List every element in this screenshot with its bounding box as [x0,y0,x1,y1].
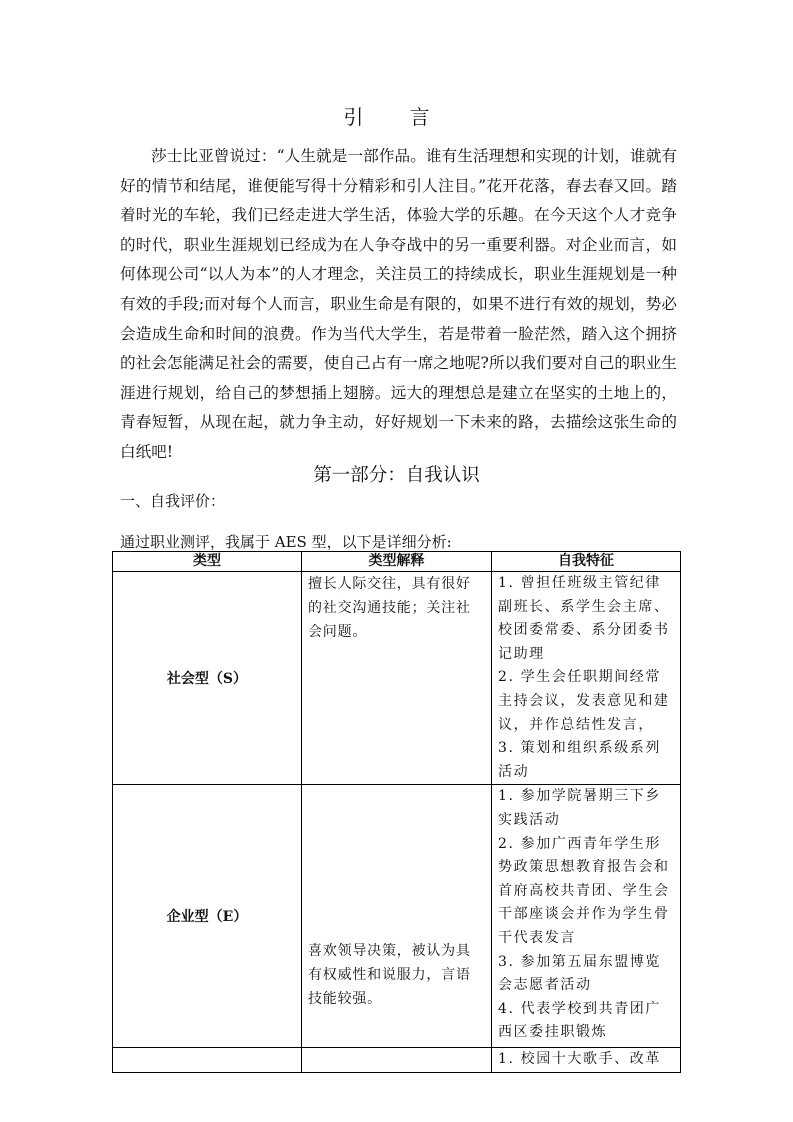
explanation-cell: 擅长人际交往，具有很好的社交沟通技能；关注社会问题。 [301,572,491,785]
lead-text: 通过职业测评，我属于 AES 型，以下是详细分析: [120,533,452,551]
page-title: 引 言 [343,105,450,129]
table-header-row [113,552,681,572]
feature-item: 2. 参加广西青年学生形势政策思想教育报告会和首府高校共青团、学生会干部座谈会并作为学生骨干代表发言 [497,835,670,946]
type-cell: 社会型（S） [113,572,302,785]
features-cell [491,1048,680,1073]
intro-paragraph: 莎士比亚曾说过：“人生就是一部作品。谁有生活理想和实现的计划，谁就有好的情节和结尾，谁便能写得十分精彩和引人注目。”花开花落，春去春又回。踏着时光的车轮，我们已经走进大学生活，体验大学的乐趣。在今天这个人才竞争的时代，职业生涯规划已经成为在人争夺战中的另一重要利器。对企业而言，如何体现公司“以人为本”的人才理念，关注员工的持续成长，职业生涯规划是一种有效的手段;而对每个人而言，职业生命是有限的，如果不进行有效的规划，势必会造成生命和时间的浪费。作为当代大学生，若是带着一脸茫然，踏入这个拥挤的社会怎能满足社会的需要，使自己占有一席之地呢?所以我们要对自己的职业生涯进行规划，给自己的梦想插上翅膀。远大的理想总是建立在坚实的土地上的，青春短暂，从现在起，就力争主动，好好规划一下未来的路，去描绘这张生命的白纸吧! [120,147,677,461]
header-explanation: 类型解释 [301,552,491,572]
features-cell [491,572,680,785]
feature-item: 1. 校园十大歌手、改革 [497,1051,661,1068]
explanation-cell [301,1048,491,1073]
table-row [113,1048,681,1073]
explanation-cell: 喜欢领导决策，被认为具有权威性和说服力，言语技能较强。 [301,785,491,1048]
section-heading: 一、自我评价： [120,492,226,510]
features-cell [491,785,680,1048]
type-cell: 企业型（E） [113,785,302,1048]
table-row [113,572,681,785]
feature-item: 3. 参加第五届东盟博览会志愿者活动 [497,953,661,994]
feature-item: 3. 策划和组织系级系列活动 [497,740,661,780]
feature-item: 1. 曾担任班级主管纪律副班长、系学生会主席、校团委常委、系分团委书记助理 [497,575,670,662]
analysis-table [112,551,681,1073]
header-type: 类型 [113,552,302,572]
type-cell [113,1048,302,1073]
feature-item: 1. 参加学院暑期三下乡实践活动 [497,788,661,828]
table-row [113,785,681,1048]
header-features: 自我特征 [491,552,680,572]
feature-item: 4. 代表学校到共青团广西区委挂职锻炼 [497,1000,661,1041]
feature-item: 2. 学生会任职期间经常主持会议，发表意见和建议，并作总结性发言， [497,669,670,733]
part-title: 第一部分：自我认识 [313,465,480,486]
